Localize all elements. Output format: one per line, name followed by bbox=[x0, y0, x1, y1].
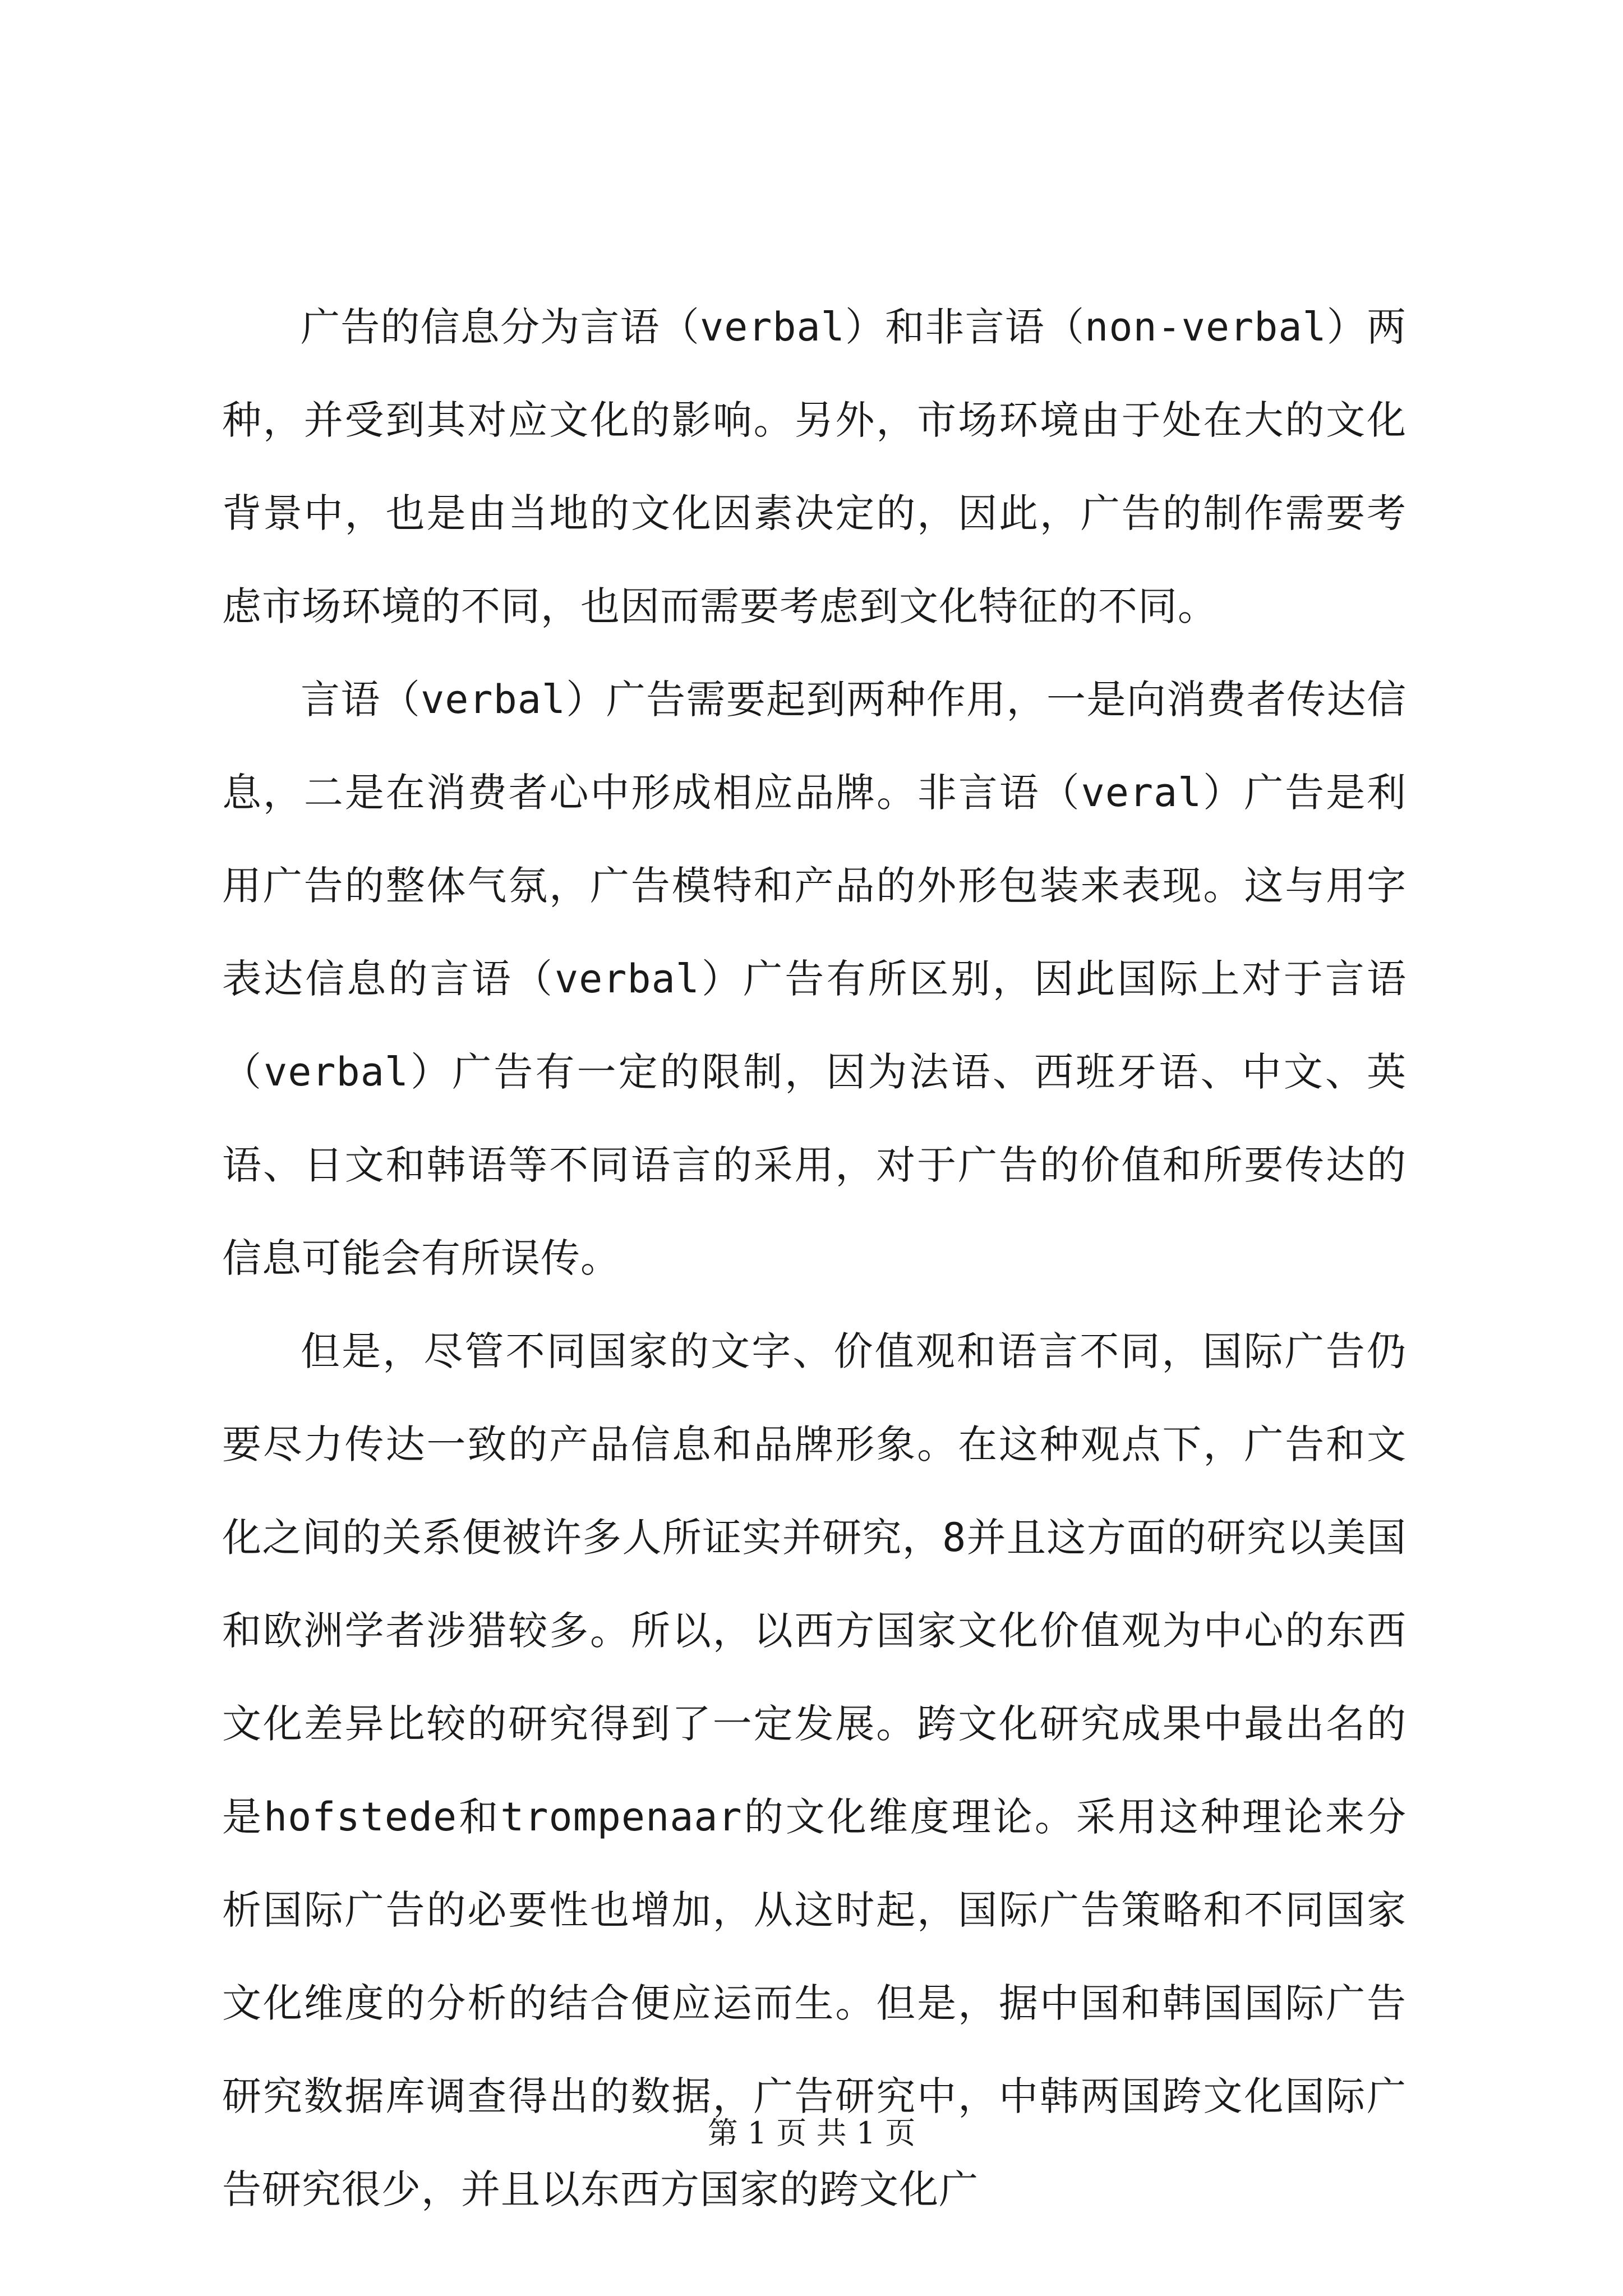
paragraph-3: 但是，尽管不同国家的文字、价值观和语言不同，国际广告仍要尽力传达一致的产品信息和品牌形象。在这种观点下，广告和文化之间的关系便被许多人所证实并研究，8并且这方面的研究以美国和欧洲学者涉猎较多。所以，以西方国家文化价值观为中心的东西文化差异比较的研究得到了一定发展。跨文化研究成果中最出名的是hofstede和trompenaar的文化维度理论。采用这种理论来分析国际广告的必要性也增加，从这时起，国际广告策略和不同国家文化维度的分析的结合便应运而生。但是，据中国和韩国国际广告研究数据库调查得出的数据，广告研究中，中韩两国跨文化国际广告研究很少，并且以东西方国家的跨文化广 bbox=[222, 1328, 1407, 2212]
document-body bbox=[222, 280, 1407, 2236]
paragraph-2: 言语（verbal）广告需要起到两种作用，一是向消费者传达信息，二是在消费者心中形成相应品牌。非言语（veral）广告是利用广告的整体气氛，广告模特和产品的外形包装来表现。这与用字表达信息的言语（verbal）广告有所区别，因此国际上对于言语（verbal）广告有一定的限制，因为法语、西班牙语、中文、英语、日文和韩语等不同语言的采用，对于广告的价值和所要传达的信息可能会有所误传。 bbox=[222, 677, 1407, 1281]
page-footer: 第 1 页 共 1 页 bbox=[707, 2115, 916, 2151]
paragraph-1: 广告的信息分为言语（verbal）和非言语（non-verbal）两种，并受到其对应文化的影响。另外，市场环境由于处在大的文化背景中，也是由当地的文化因素决定的，因此，广告的制作需要考虑市场环境的不同，也因而需要考虑到文化特征的不同。 bbox=[222, 304, 1407, 629]
